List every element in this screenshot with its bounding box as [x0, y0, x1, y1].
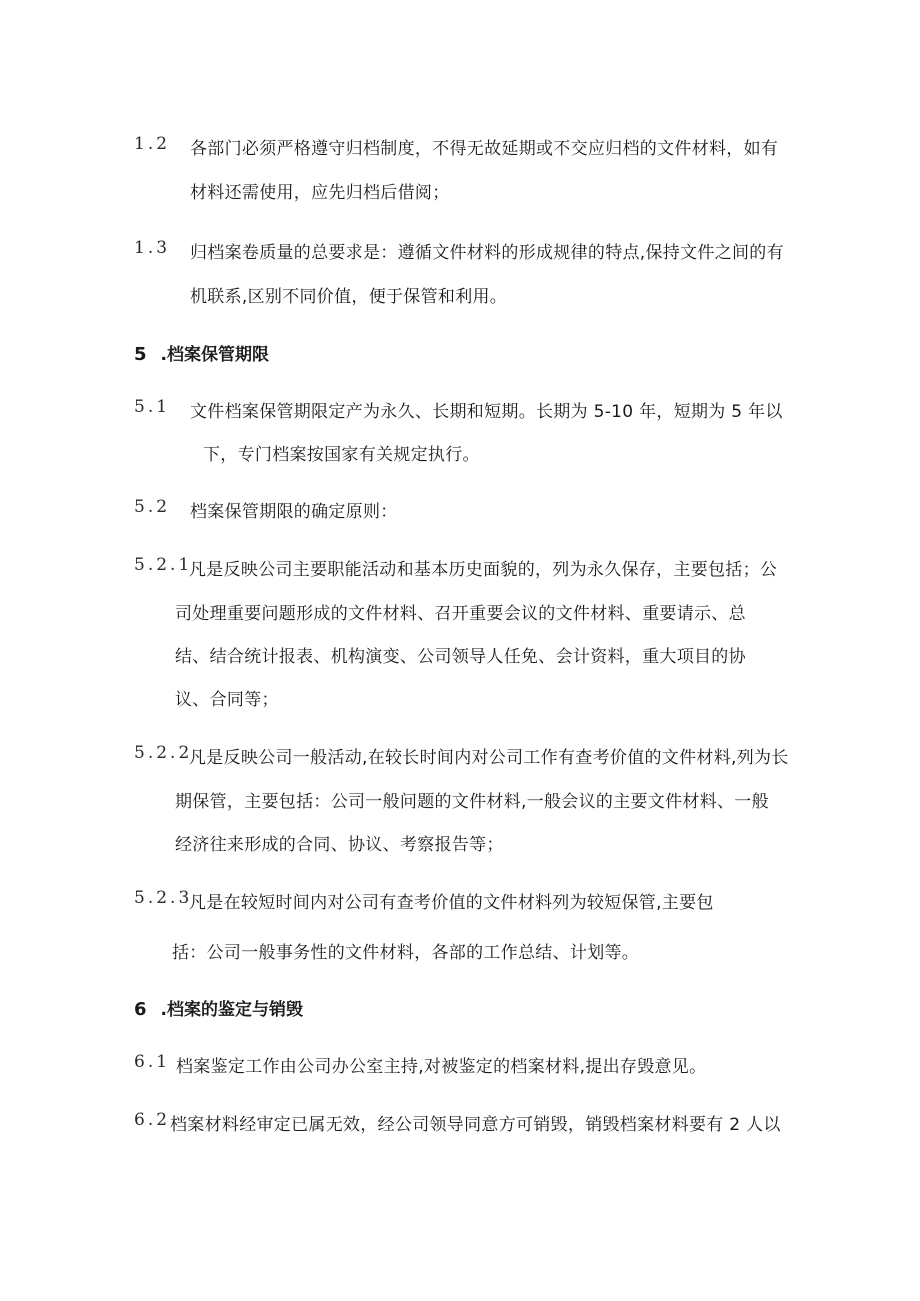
clause-text-line: 期保管，主要包括：公司一般问题的文件材料,一般会议的主要文件材料、一般	[175, 792, 769, 812]
clause-text-line: 结、结合统计报表、机构演变、公司领导人任免、会计资料，重大项目的协	[175, 647, 746, 667]
clause-number: 1.2	[134, 134, 171, 154]
clause-text-line: 文件档案保管期限定产为永久、长期和短期。长期为 5-10 年，短期为 5 年以	[190, 402, 783, 422]
clause-text-line: 凡是在较短时间内对公司有查考价值的文件材料列为较短保管,主要包	[189, 893, 714, 913]
clause-text-line: 各部门必须严格遵守归档制度，不得无故延期或不交应归档的文件材料，如有	[190, 139, 779, 159]
clause-text-line: 凡是反映公司一般活动,在较长时间内对公司工作有查考价值的文件材料,列为长	[189, 748, 789, 768]
heading-number: 5	[134, 344, 147, 365]
section-heading-6	[134, 995, 303, 1020]
clause-text-line: 经济往来形成的合同、协议、考察报告等；	[175, 835, 504, 855]
clause-number: 5.2.3	[134, 888, 193, 908]
clause-text-line: 档案材料经审定已属无效，经公司领导同意方可销毁，销毁档案材料要有 2 人以	[170, 1115, 781, 1135]
clause-text-line: 议、合同等；	[175, 690, 279, 710]
clause-text-line: 归档案卷质量的总要求是：遵循文件材料的形成规律的特点,保持文件之间的有	[190, 243, 784, 263]
clause-text-line: 档案鉴定工作由公司办公室主持,对被鉴定的档案材料,提出存毁意见。	[176, 1057, 707, 1077]
clause-number: 1.3	[134, 238, 171, 258]
section-heading-5	[134, 340, 269, 365]
heading-number: 6	[134, 999, 147, 1020]
heading-title: .档案的鉴定与销毁	[160, 1000, 303, 1020]
clause-text-line: 凡是反映公司主要职能活动和基本历史面貌的，列为永久保存，主要包括；公	[189, 560, 778, 580]
clause-number: 5.1	[134, 397, 171, 417]
clause-text-line: 材料还需使用，应先归档后借阅；	[190, 183, 450, 203]
clause-text-line: 司处理重要问题形成的文件材料、召开重要会议的文件材料、重要请示、总	[175, 604, 746, 624]
clause-number: 6.1	[134, 1052, 171, 1072]
clause-text-line: 下，专门档案按国家有关规定执行。	[203, 445, 480, 465]
clause-number: 5.2.2	[134, 743, 193, 763]
clause-text-line: 档案保管期限的确定原则：	[190, 502, 398, 522]
clause-number: 5.2	[134, 497, 171, 517]
clause-text-line: 机联系,区别不同价值，便于保管和利用。	[190, 287, 508, 307]
heading-title: .档案保管期限	[160, 345, 269, 365]
clause-number: 6.2	[134, 1110, 171, 1130]
clause-text-line: 括：公司一般事务性的文件材料，各部的工作总结、计划等。	[172, 943, 640, 963]
clause-number: 5.2.1	[134, 555, 193, 575]
